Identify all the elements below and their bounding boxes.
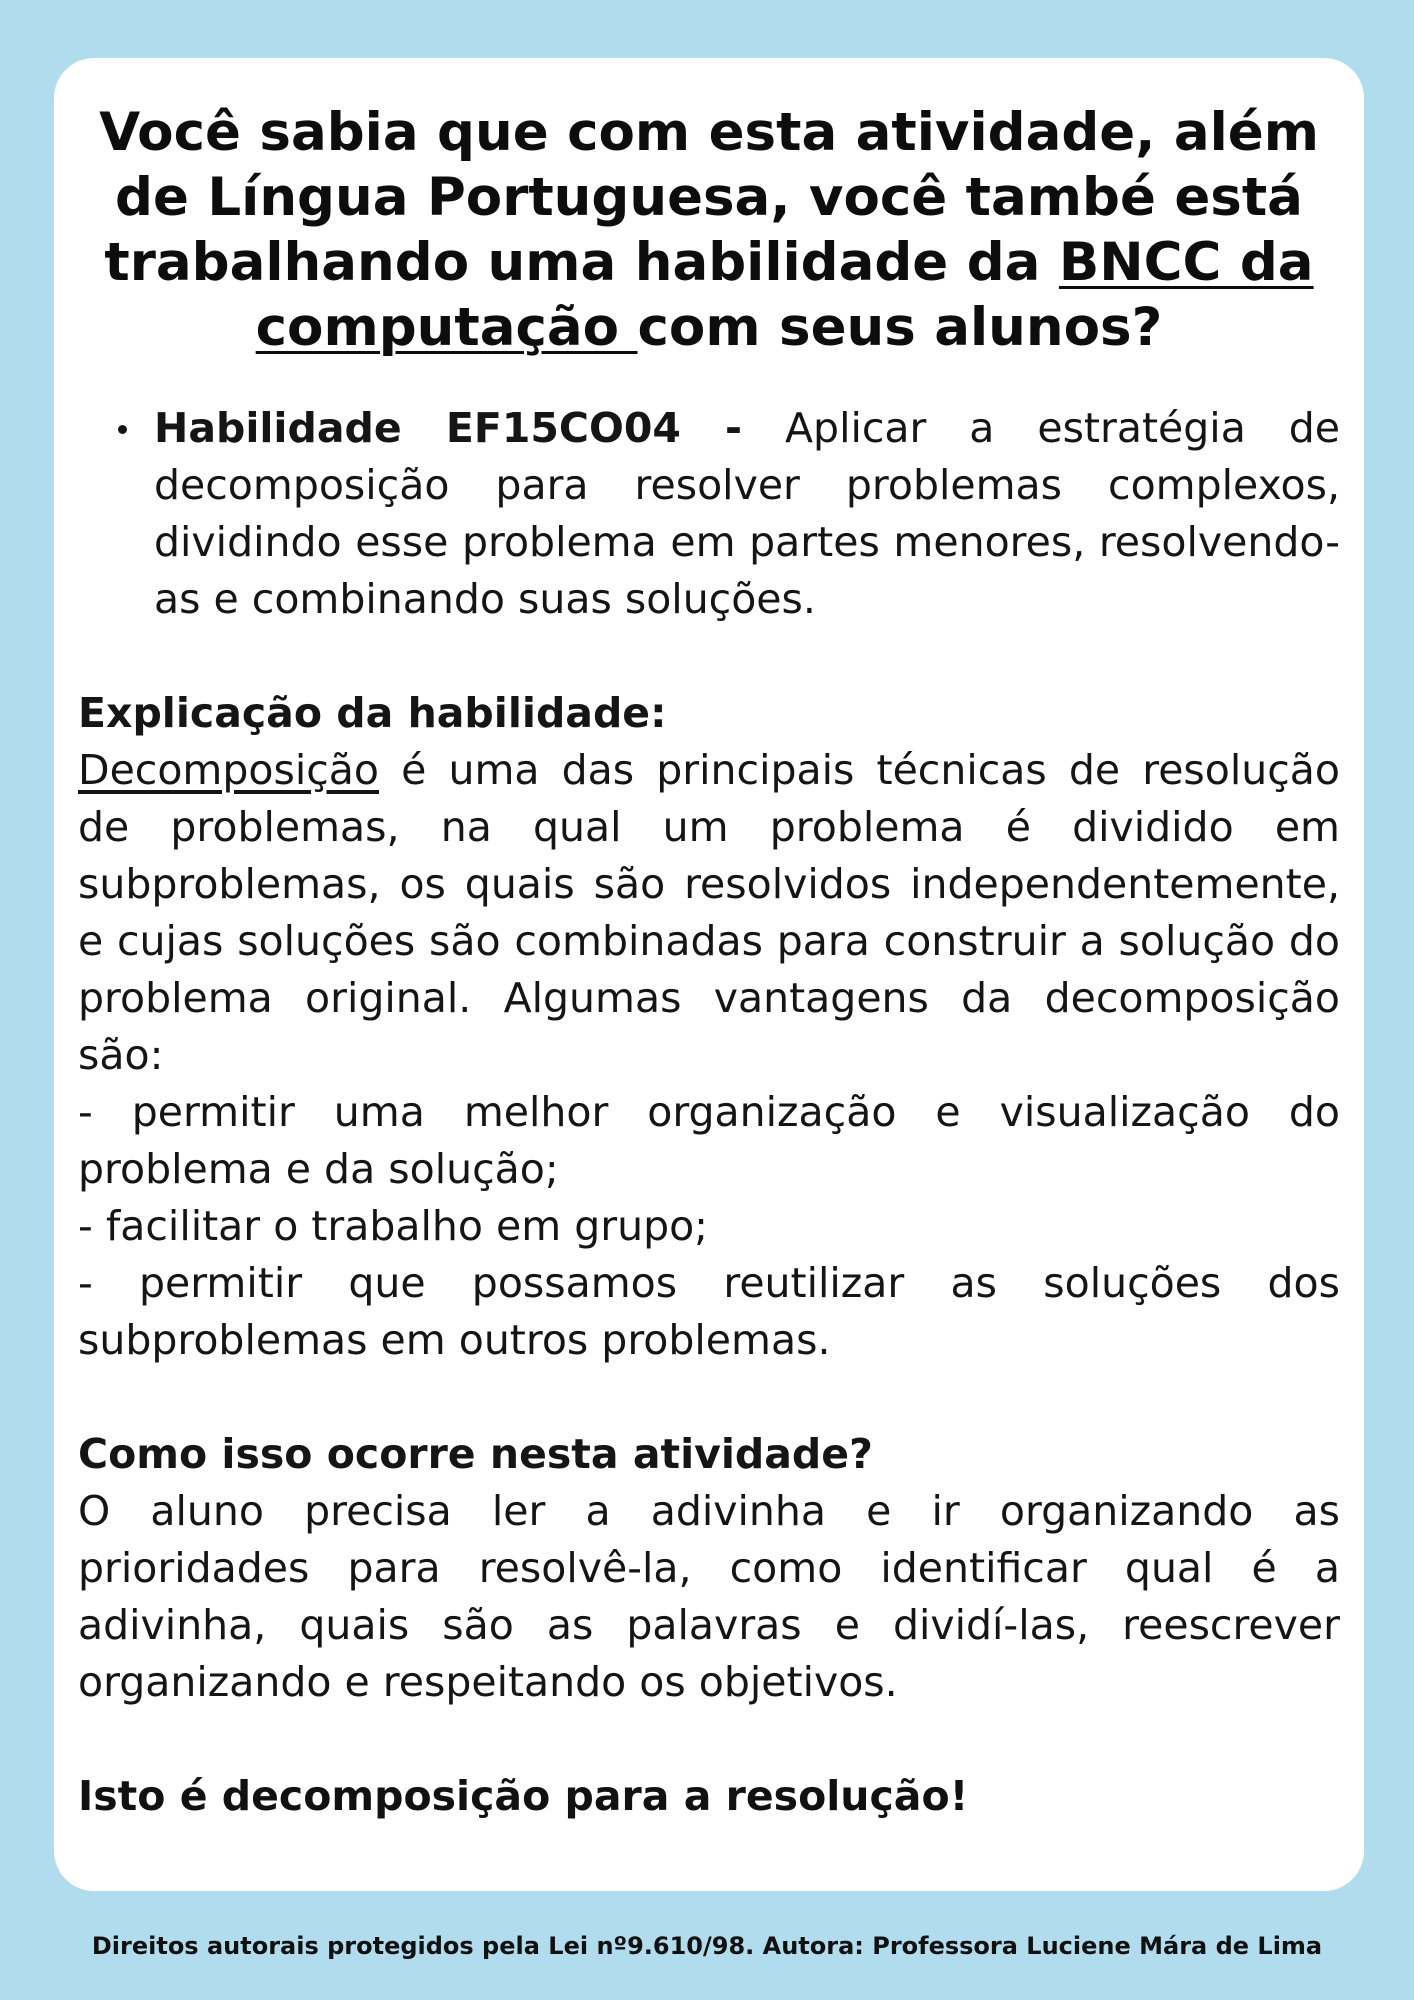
explanation-paragraph (78, 742, 1340, 1084)
explanation-text: é uma das principais técnicas de resolução de problemas, na qual um problema é dividido em subproblemas, os quais são resolvidos independentemente, e cujas soluções são combinadas para construir a solução do problema original. Algumas vantagens da decomposição são: (78, 746, 1340, 1079)
skill-list (78, 400, 1340, 628)
skill-description: Aplicar a estratégia de decomposição para resolver problemas complexos, dividindo esse problema em partes menores, resolvendo-as e combinando suas soluções. (154, 404, 1340, 623)
title-part1: Você sabia que com esta atividade, além de Língua Portuguesa, você també está trabalhando uma habilidade da (99, 102, 1319, 293)
content-card (54, 58, 1364, 1891)
decomposition-term: Decomposição (78, 746, 379, 794)
explanation-section (78, 685, 1340, 1369)
title-bncc-link: BNCC da computação (255, 232, 1314, 358)
closing-statement: Isto é decomposição para a resolução! (78, 1772, 969, 1820)
bullet-icon (118, 425, 127, 434)
explanation-heading: Explicação da habilidade: (78, 689, 667, 737)
advantage-item: - permitir uma melhor organização e visualização do problema e da solução; (78, 1088, 1340, 1193)
copyright-footer: Direitos autorais protegidos pela Lei nº9.610/98. Autora: Professora Luciene Mára de Lima (91, 1932, 1323, 1960)
advantage-item: - facilitar o trabalho em grupo; (78, 1202, 708, 1250)
activity-text: O aluno precisa ler a adivinha e ir organizando as prioridades para resolvê-la, como identificar qual é a adivinha, quais são as palavras e dividí-las, reescrever organizando e respeitando os objetivos. (78, 1487, 1340, 1706)
page-title (78, 100, 1340, 360)
advantage-item: - permitir que possamos reutilizar as soluções dos subproblemas em outros problemas. (78, 1259, 1340, 1364)
activity-heading: Como isso ocorre nesta atividade? (78, 1430, 873, 1478)
skill-code: Habilidade EF15CO04 - (154, 404, 743, 452)
title-part2: com seus alunos? (637, 297, 1163, 358)
skill-item (154, 400, 1340, 628)
activity-section (78, 1426, 1340, 1711)
